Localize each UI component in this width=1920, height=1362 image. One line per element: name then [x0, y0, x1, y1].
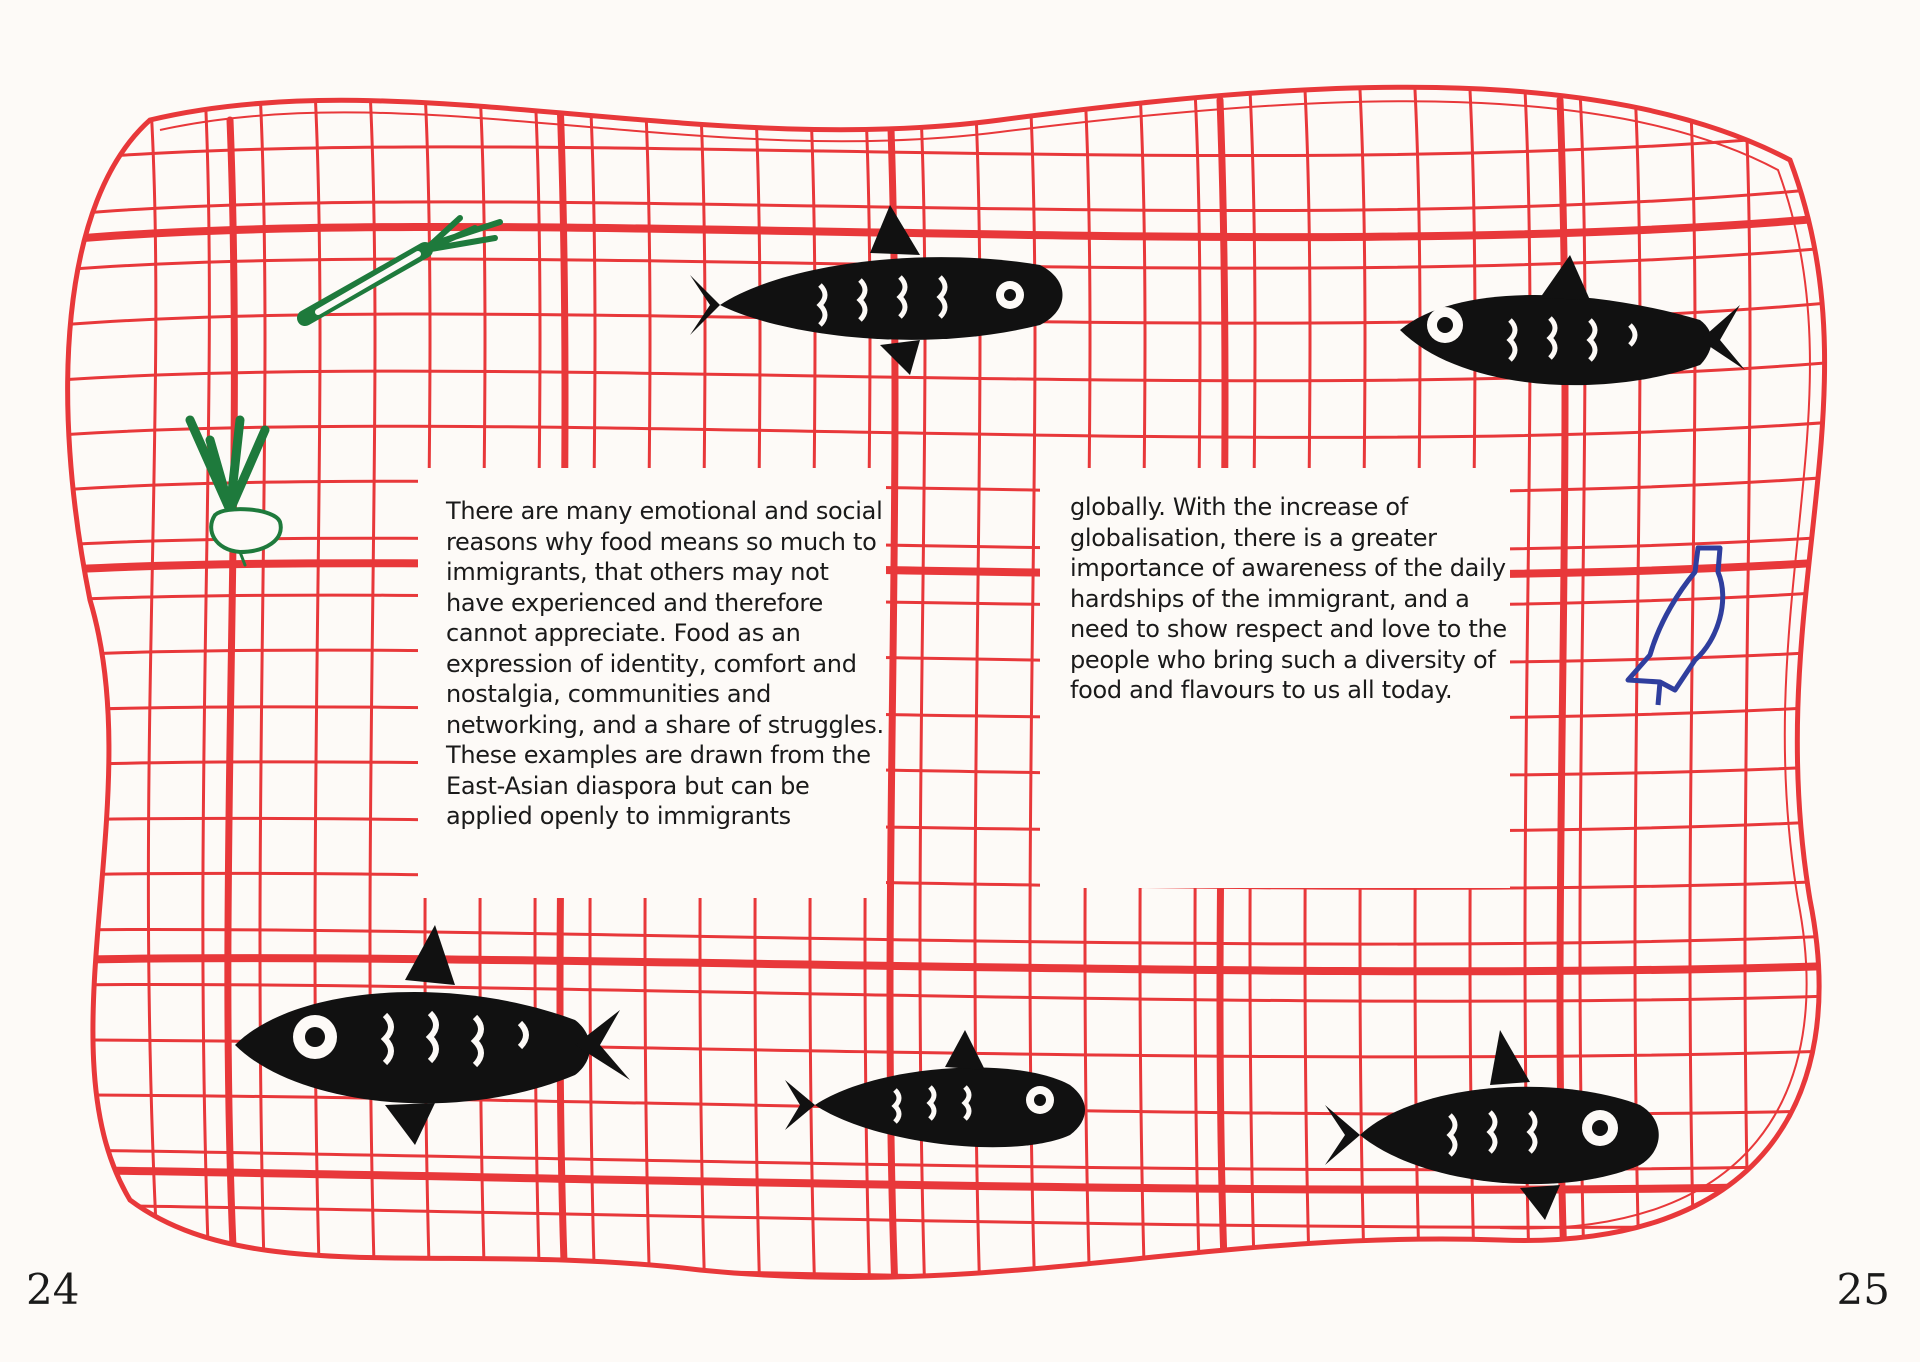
radish-icon	[190, 420, 281, 565]
page-number-left: 24	[26, 1265, 80, 1314]
left-page-text-block	[418, 468, 886, 898]
spring-onion-icon	[305, 218, 500, 318]
right-page-paragraph: globally. With the increase of globalisation, there is a greater importance of awareness of the daily hardships of the immigrant, and a need to show respect and love to the people who bring such a diversity of food and flavours to us all today.	[1070, 493, 1507, 704]
left-page-paragraph: There are many emotional and social reasons why food means so much to immigrants, that others may not have experienced and therefore cannot appreciate. Food as an expression of identity, comfort and nostalgia, communities and networking, and a share of struggles. These examples are drawn from the East-Asian diaspora but can be applied openly to immigrants	[446, 497, 884, 830]
fish-icon-4	[785, 1030, 1085, 1147]
right-page-text-block	[1040, 468, 1510, 888]
page-number-right: 25	[1836, 1265, 1890, 1314]
